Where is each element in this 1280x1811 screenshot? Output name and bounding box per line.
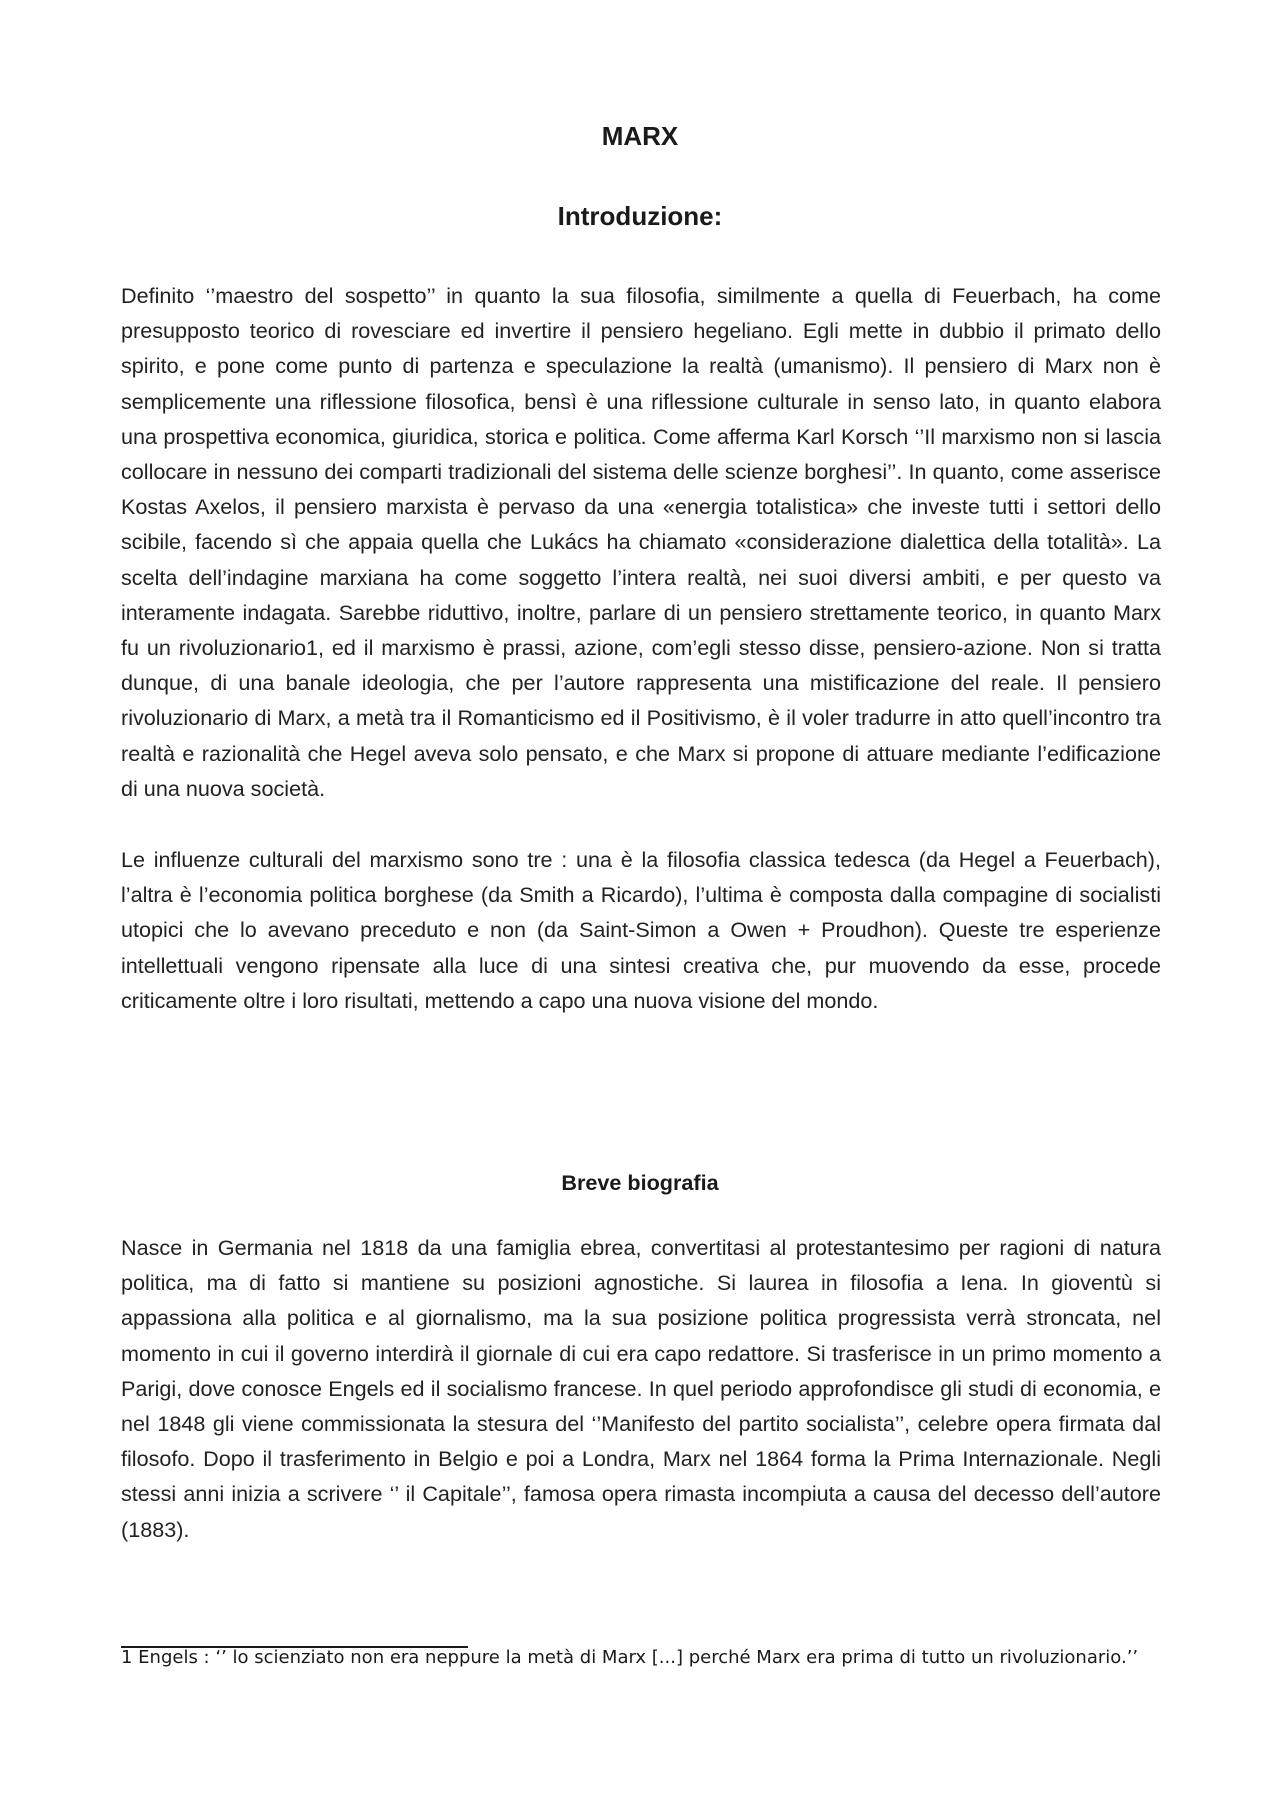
section-title-biography: Breve biografia (561, 1170, 719, 1195)
footnote: 1 Engels : ‘’ lo scienziato non era neppure la metà di Marx [...] perché Marx era prima di tutto un rivoluzionario.’’ (121, 1647, 1139, 1668)
biography-paragraph: Nasce in Germania nel 1818 da una famiglia ebrea, convertitasi al protestantesimo per ragioni di natura politica, ma di fatto si mantiene su posizioni agnostiche. Si laurea in filosofia a Iena. In gioventù si appassiona alla politica e al giornalismo, ma la sua posizione politica progressista verrà stroncata, nel momento in cui il governo interdirà il giornale di cui era capo redattore. Si trasferisce in un primo momento a Parigi, dove conosce Engels ed il socialismo francese. In quel periodo approfondisce gli studi di economia, e nel 1848 gli viene commissionata la stesura del ‘’Manifesto del partito socialista’’, celebre opera firmata dal filosofo. Dopo il trasferimento in Belgio e poi a Londra, Marx nel 1864 forma la Prima Internazionale. Negli stessi anni inizia a scrivere ‘’ il Capitale’’, famosa opera rimasta incompiuta a causa del decesso dell’autore (1883). (121, 1235, 1161, 1542)
intro-paragraph-1: Definito ‘’maestro del sospetto’’ in quanto la sua filosofia, similmente a quella di Feuerbach, ha come presupposto teorico di rovesciare ed invertire il pensiero hegeliano. Egli mette in dubbio il primato dello spirito, e pone come punto di partenza e speculazione la realtà (umanismo). Il pensiero di Marx non è semplicemente una riflessione filosofica, bensì è una riflessione culturale in senso lato, in quanto elabora una prospettiva economica, giuridica, storica e politica. Come afferma Karl Korsch ‘’Il marxismo non si lascia collocare in nessuno dei comparti tradizionali del sistema delle scienze borghesi’’. In quanto, come asserisce Kostas Axelos, il pensiero marxista è pervaso da una «energia totalistica» che investe tutti i settori dello scibile, facendo sì che appaia quella che Lukács ha chiamato «considerazione dialettica della totalità». La scelta dell’indagine marxiana ha come soggetto l’intera realtà, nei suoi diversi ambiti, e per questo va interamente indagata. Sarebbe riduttivo, inoltre, parlare di un pensiero strettamente teorico, in quanto Marx fu un rivoluzionario1, ed il marxismo è prassi, azione, com’egli stesso disse, pensiero-azione. Non si tratta dunque, di una banale ideologia, che per l’autore rappresenta una mistificazione del reale. Il pensiero rivoluzionario di Marx, a metà tra il Romanticismo ed il Positivismo, è il voler tradurre in atto quell’incontro tra realtà e razionalità che Hegel aveva solo pensato, e che Marx si propone di attuare mediante l’edificazione di una nuova società. (121, 283, 1161, 801)
page-title: MARX (601, 121, 679, 151)
section-title-introduction: Introduzione: (557, 201, 723, 231)
intro-paragraph-2: Le influenze culturali del marxismo sono tre : una è la filosofia classica tedesca (da Hegel a Feuerbach), l’altra è l’economia politica borghese (da Smith a Ricardo), l’ultima è composta dalla compagine di socialisti utopici che lo avevano preceduto e non (da Saint-Simon a Owen + Proudhon). Queste tre esperienze intellettuali vengono ripensate alla luce di una sintesi creativa che, pur muovendo da esse, procede criticamente oltre i loro risultati, mettendo a capo una nuova visione del mondo. (121, 847, 1161, 1013)
